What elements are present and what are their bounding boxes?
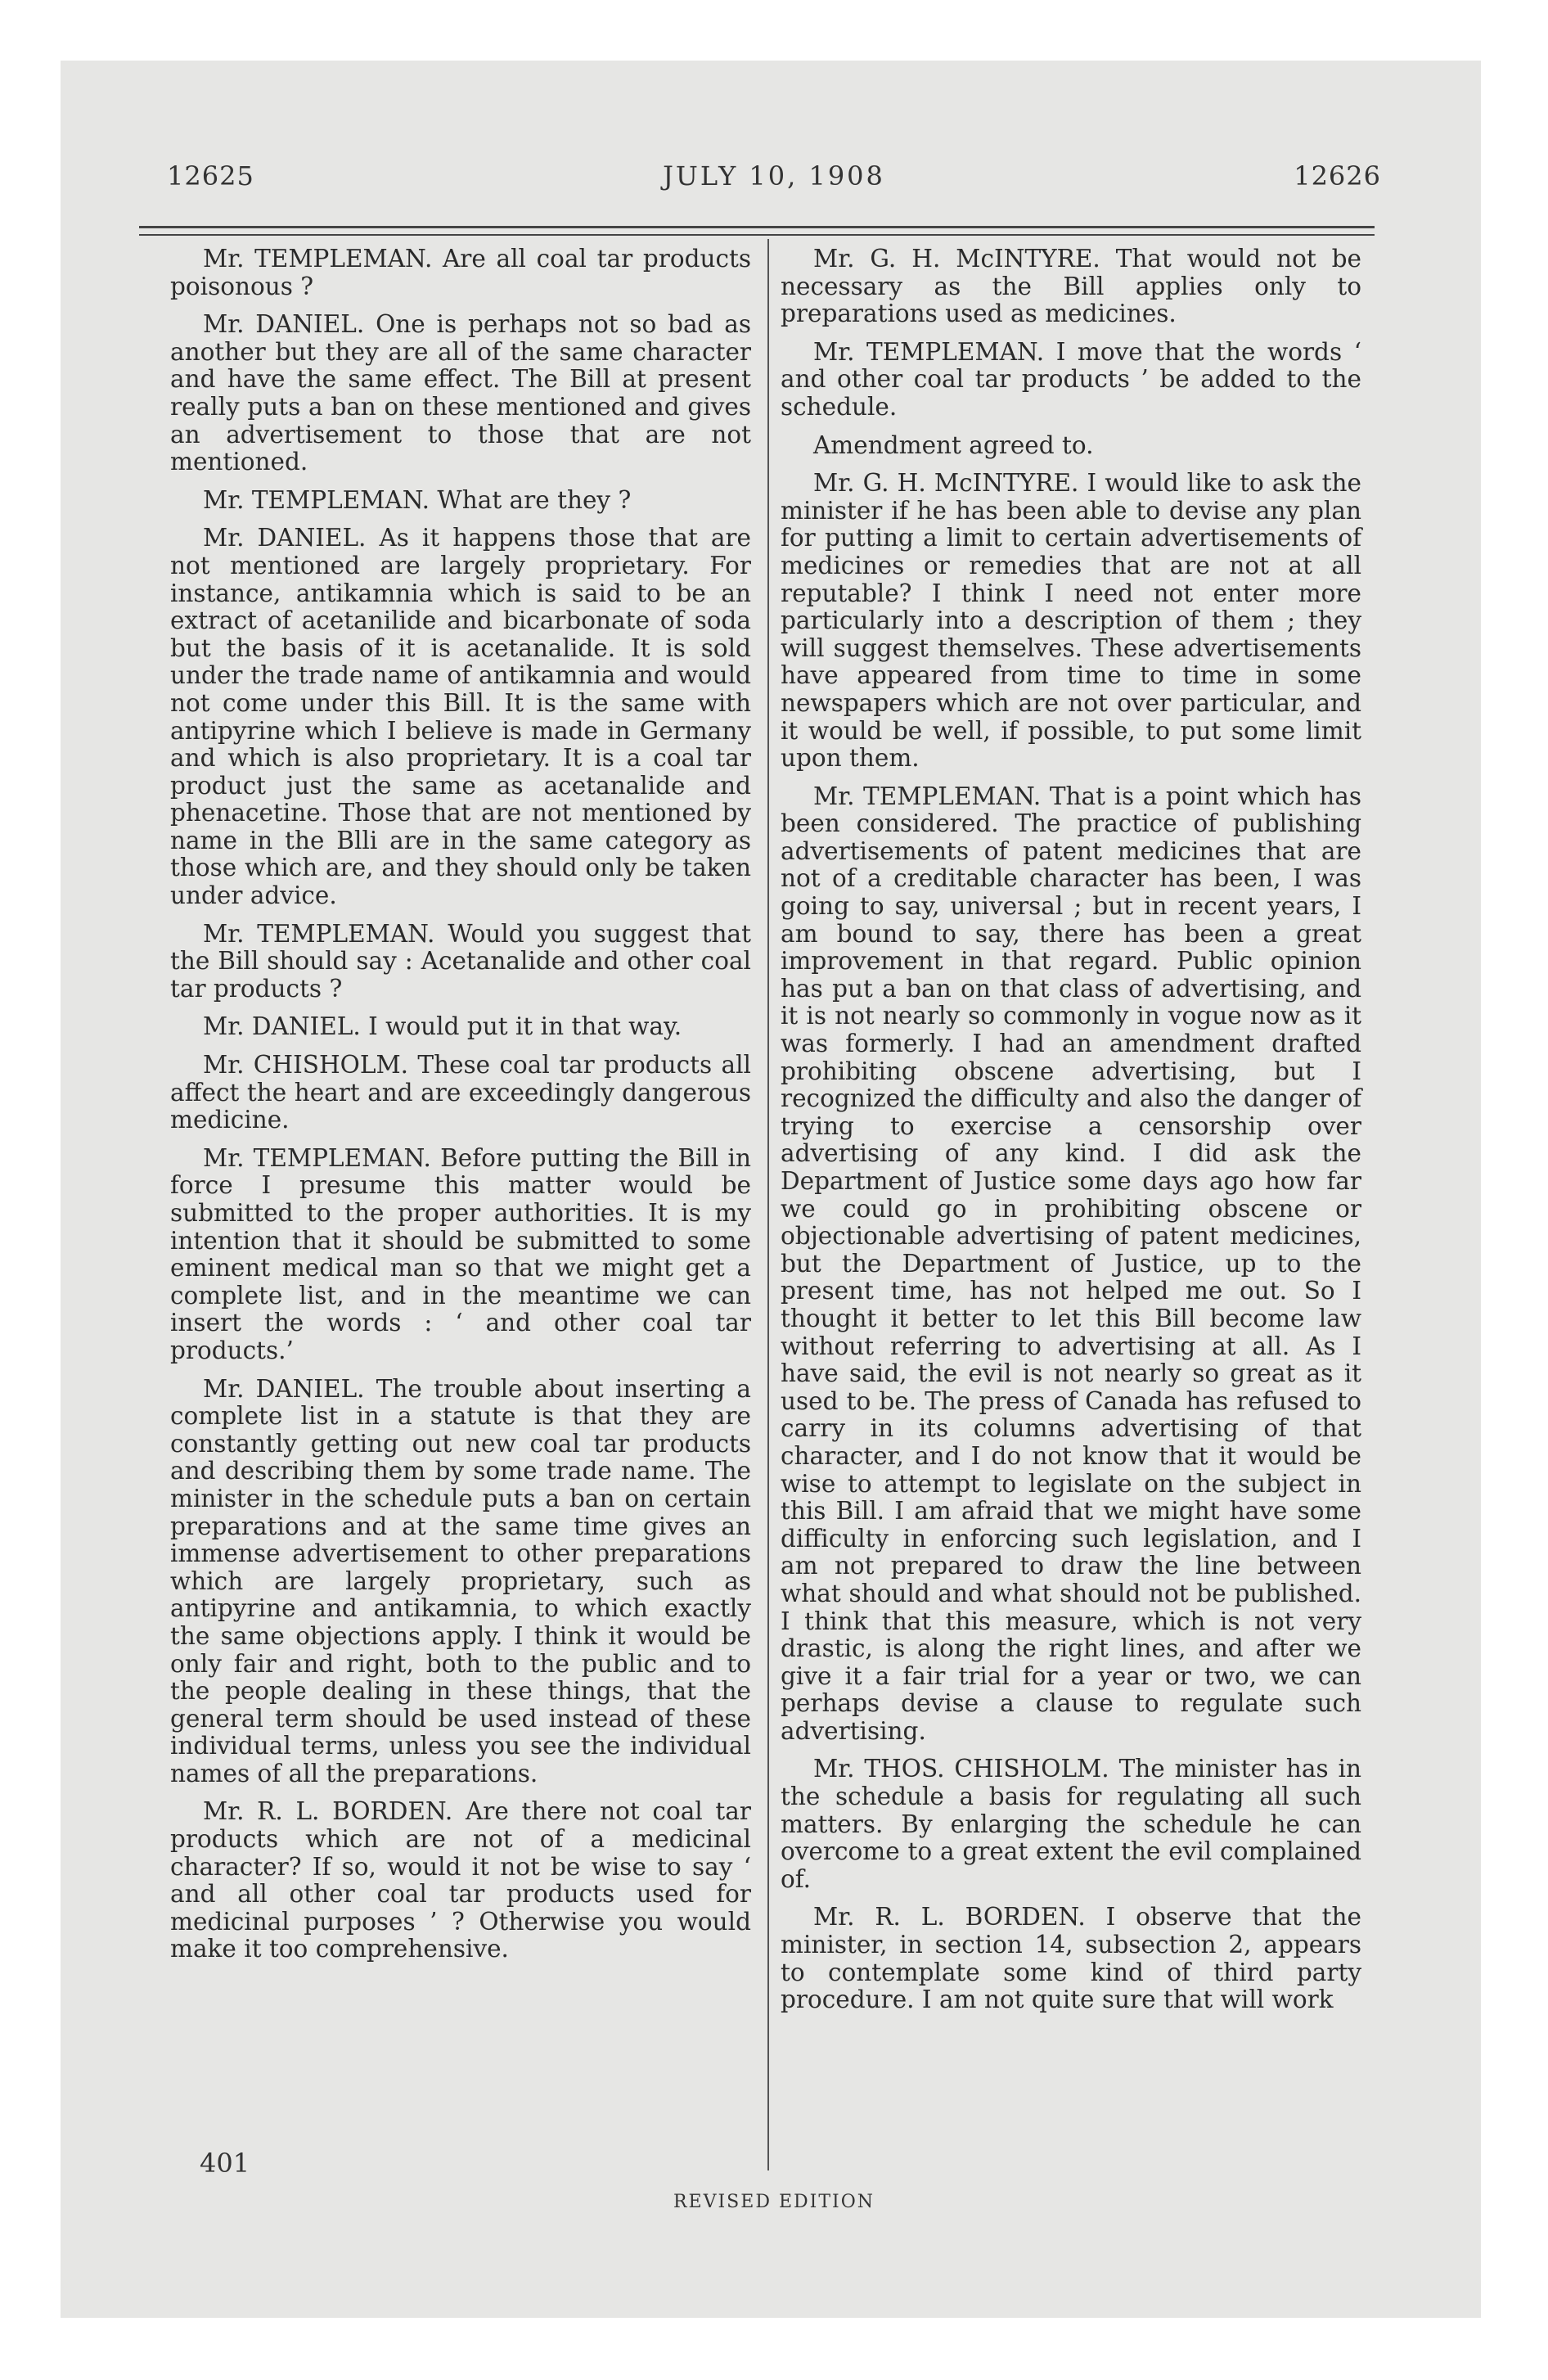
speaker-name: Mr. TEMPLEMAN.	[813, 782, 1042, 810]
paragraph	[170, 1798, 751, 1963]
left-column	[170, 246, 751, 1974]
paragraph	[170, 1376, 751, 1788]
speaker-name: Mr. DANIEL.	[203, 524, 367, 552]
speaker-name: Mr. G. H. McINTYRE.	[813, 245, 1100, 273]
paragraph-text: That would not be necessary as the Bill applies only to preparations used as medicines.	[781, 245, 1361, 328]
paragraph	[170, 311, 751, 476]
paragraph-text: I move that the words ‘ and other coal tar products ’ be added to the schedule.	[781, 337, 1361, 421]
paragraph-text: One is perhaps not so bad as another but they are all of the same character and have the same effect. The Bill at present really puts a ban on these mentioned and gives an advertisement to those that are not mentioned.	[170, 310, 751, 476]
paragraph-text: Are all coal tar products poisonous ?	[170, 245, 751, 300]
column-divider	[767, 239, 769, 2170]
paragraph-text: What are they ?	[437, 485, 632, 514]
paragraph-text: I would like to ask the minister if he has been able to devise any plan for putting a limit to certain advertisements of medicines or remedies that are not at all reputable? I think I need not enter more particularly into a description of them ; they will suggest themselves. These advertisements have appeared from time to time in some newspapers which are not over particular, and it would be well, if possible, to put some limit upon them.	[781, 469, 1361, 773]
paragraph	[781, 246, 1361, 328]
paragraph	[781, 783, 1361, 1746]
paragraph	[170, 1052, 751, 1134]
paragraph-text: Amendment agreed to.	[813, 430, 1094, 459]
header-rule-bottom	[139, 234, 1375, 236]
header-date: JULY 10, 1908	[663, 160, 885, 192]
folio-number: 401	[200, 2148, 250, 2179]
speaker-name: Mr. G. H. McINTYRE.	[813, 469, 1079, 498]
paragraph-text: Before putting the Bill in force I presume this matter would be submitted to the proper authorities. It is my intention that it should be submitted to some eminent medical man so that we might get a complete list, and in the meantime we can insert the words : ‘ and other coal tar products.’	[170, 1143, 751, 1364]
paragraph-text: The trouble about inserting a complete list in a statute is that they are constantly getting out new coal tar products and describing them by some trade name. The minister in the schedule puts a ban on certain preparations and at the same time gives an immense advertisement to other preparations which are largely proprietary, such as antipyrine and antikamnia, to which exactly the same objections apply. I think it would be only fair and right, both to the public and to the people dealing in these things, that the general term should be used instead of these individual terms, unless you see the individual names of all the preparations.	[170, 1374, 751, 1787]
speaker-name: Mr. TEMPLEMAN.	[203, 1143, 431, 1172]
speaker-name: Mr. TEMPLEMAN.	[813, 337, 1045, 366]
paragraph	[170, 525, 751, 909]
paragraph	[781, 432, 1361, 460]
speaker-name: Mr. THOS. CHISHOLM.	[813, 1755, 1109, 1783]
paragraph	[170, 1145, 751, 1365]
header-left-page-number: 12625	[167, 160, 254, 192]
paragraph	[170, 246, 751, 300]
speaker-name: Mr. DANIEL.	[203, 1374, 365, 1403]
paragraph	[781, 1904, 1361, 2013]
paragraph-text: These coal tar products all affect the heart and are exceedingly dangerous medicine.	[170, 1051, 751, 1134]
speaker-name: Mr. R. L. BORDEN.	[813, 1903, 1086, 1931]
paragraph-text: I observe that the minister, in section 14, subsection 2, appears to contemplate some kind of third party procedure. I am not quite sure that will work	[781, 1903, 1361, 2014]
paragraph	[781, 1756, 1361, 1893]
paragraph-text: Are there not coal tar products which are not of a medicinal character? If so, would it not be wise to say ‘ and all other coal tar products used for medicinal purposes ’ ? Otherwise you would make it too comprehensive.	[170, 1797, 751, 1963]
edition-footer: REVISED EDITION	[673, 2192, 875, 2212]
speaker-name: Mr. R. L. BORDEN.	[203, 1797, 453, 1826]
paragraph-text: Would you suggest that the Bill should say : Acetanalide and other coal tar products ?	[170, 919, 751, 1003]
header-rule-top	[139, 226, 1375, 228]
header-right-page-number: 12626	[1294, 160, 1381, 192]
speaker-name: Mr. DANIEL.	[203, 310, 365, 339]
paragraph-text: I would put it in that way.	[368, 1012, 682, 1041]
paragraph	[170, 487, 751, 515]
speaker-name: Mr. TEMPLEMAN.	[203, 245, 433, 273]
page-header	[167, 160, 1381, 193]
paragraph	[781, 339, 1361, 421]
right-column	[781, 246, 1361, 2025]
paragraph	[170, 921, 751, 1003]
paragraph-text: As it happens those that are not mentioned are largely proprietary. For instance, antikamnia which is said to be an extract of acetanilide and bicarbonate of soda but the basis of it is acetanalide. It is sold under the trade name of antikamnia and would not come under this Bill. It is the same with antipyrine which I believe is made in Germany and which is also proprietary. It is a coal tar product just the same as acetanalide and phenacetine. Those that are not mentioned by name in the Blli are in the same category as those which are, and they should only be taken under advice.	[170, 524, 751, 910]
paragraph	[781, 470, 1361, 773]
speaker-name: Mr. DANIEL.	[203, 1012, 361, 1041]
speaker-name: Mr. TEMPLEMAN.	[203, 485, 430, 514]
paragraph	[170, 1013, 751, 1041]
paragraph-text: The minister has in the schedule a basis for regulating all such matters. By enlarging the schedule he can overcome to a great extent the evil complained of.	[781, 1755, 1361, 1893]
paragraph-text: That is a point which has been considered. The practice of publishing advertisements of patent medicines that are not of a creditable character has been, I was going to say, universal ; but in recent years, I am bound to say, there has been a great improvement in that regard. Public opinion has put a ban on that class of advertising, and it is not nearly so commonly in vogue now as it was formerly. I had an amendment drafted prohibiting obscene advertising, but I recognized the difficulty and also the danger of trying to exercise a censorship over advertising of any kind. I did ask the Department of Justice some days ago how far we could go in prohibiting obscene or objectionable advertising of patent medicines, but the Department of Justice, up to the present time, has not helped me out. So I thought it better to let this Bill become law without referring to advertising at all. As I have said, the evil is not nearly so great as it used to be. The press of Canada has refused to carry in its columns advertising of that character, and I do not know that it would be wise to attempt to legislate on the subject in this Bill. I am afraid that we might have some difficulty in enforcing such legislation, and I am not prepared to draw the line between what should and what should not be published. I think that this measure, which is not very drastic, is along the right lines, and after we give it a fair trial for a year or two, we can perhaps devise a clause to regulate such advertising.	[781, 782, 1361, 1745]
speaker-name: Mr. CHISHOLM.	[203, 1051, 409, 1080]
speaker-name: Mr. TEMPLEMAN.	[203, 919, 435, 948]
